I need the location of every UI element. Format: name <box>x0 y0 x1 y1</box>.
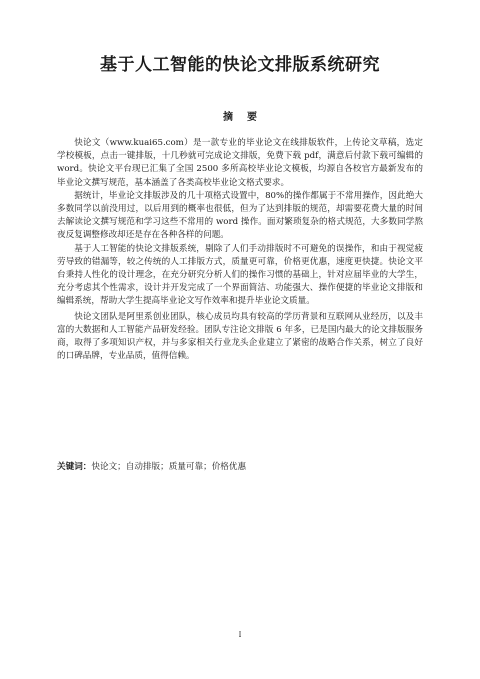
page-title: 基于人工智能的快论文排版系统研究 <box>100 55 380 75</box>
abstract-heading: 摘要 <box>223 112 271 123</box>
abstract-paragraph: 快论文团队是阿里系创业团队，核心成员均具有较高的学历背景和互联网从业经历，以及丰富的大数据和人工智能产品研发经验。团队专注论文排版 6 年多，已是国内最大的论文排版服务商，取得了多项知识产权，并与多家相关行业龙头企业建立了紧密的战略合作关系，树立了良好的口碑品牌，专业品质，值得信赖。 <box>57 311 423 362</box>
keywords-text: 快论文；自动排版；质量可靠；价格优惠 <box>91 462 247 472</box>
abstract-paragraph: 快论文（www.kuai65.com）是一款专业的毕业论文在线排版软件，上传论文草稿，选定学校模板，点击一键排版，十几秒就可完成论文排版，免费下载 pdf，满意后付款下载可编辑的 word。快论文平台现已汇集了全国 2500 多所高校毕业论文模板，均源自各校官方最新发布的毕业论文撰写规范，基本涵盖了各类高校毕业论文格式要求。 <box>57 138 423 188</box>
keywords-line <box>57 461 423 474</box>
abstract-paragraph: 据统计，毕业论文排版涉及的几十项格式设置中，80%的操作都属于不常用操作，因此绝大多数同学以前没用过，以后用到的概率也很低，但为了达到排版的规范，却需要花费大量的时间去解读论文撰写规范和学习这些不常用的 word 操作。面对繁琐复杂的格式规范，大多数同学熬夜反复调整修改却还是存在各种各样的问题。 <box>57 190 423 241</box>
abstract-paragraph: 基于人工智能的快论文排版系统，剔除了人们手动排版时不可避免的误操作，和由于视觉疲劳导致的错漏等，较之传统的人工排版方式，质量更可靠，价格更优惠，速度更快捷。快论文平台秉持人性化的设计理念，在充分研究分析人们的操作习惯的基础上，针对应届毕业的大学生，充分考虑其个性需求，设计并开发完成了一个界面简洁、功能强大、操作便捷的毕业论文排版和编辑系统，帮助大学生提高毕业论文写作效率和提升毕业论文质量。 <box>57 243 423 307</box>
keywords-label: 关键词： <box>57 462 92 472</box>
abstract-body <box>57 137 423 363</box>
page-number: I <box>238 631 242 639</box>
